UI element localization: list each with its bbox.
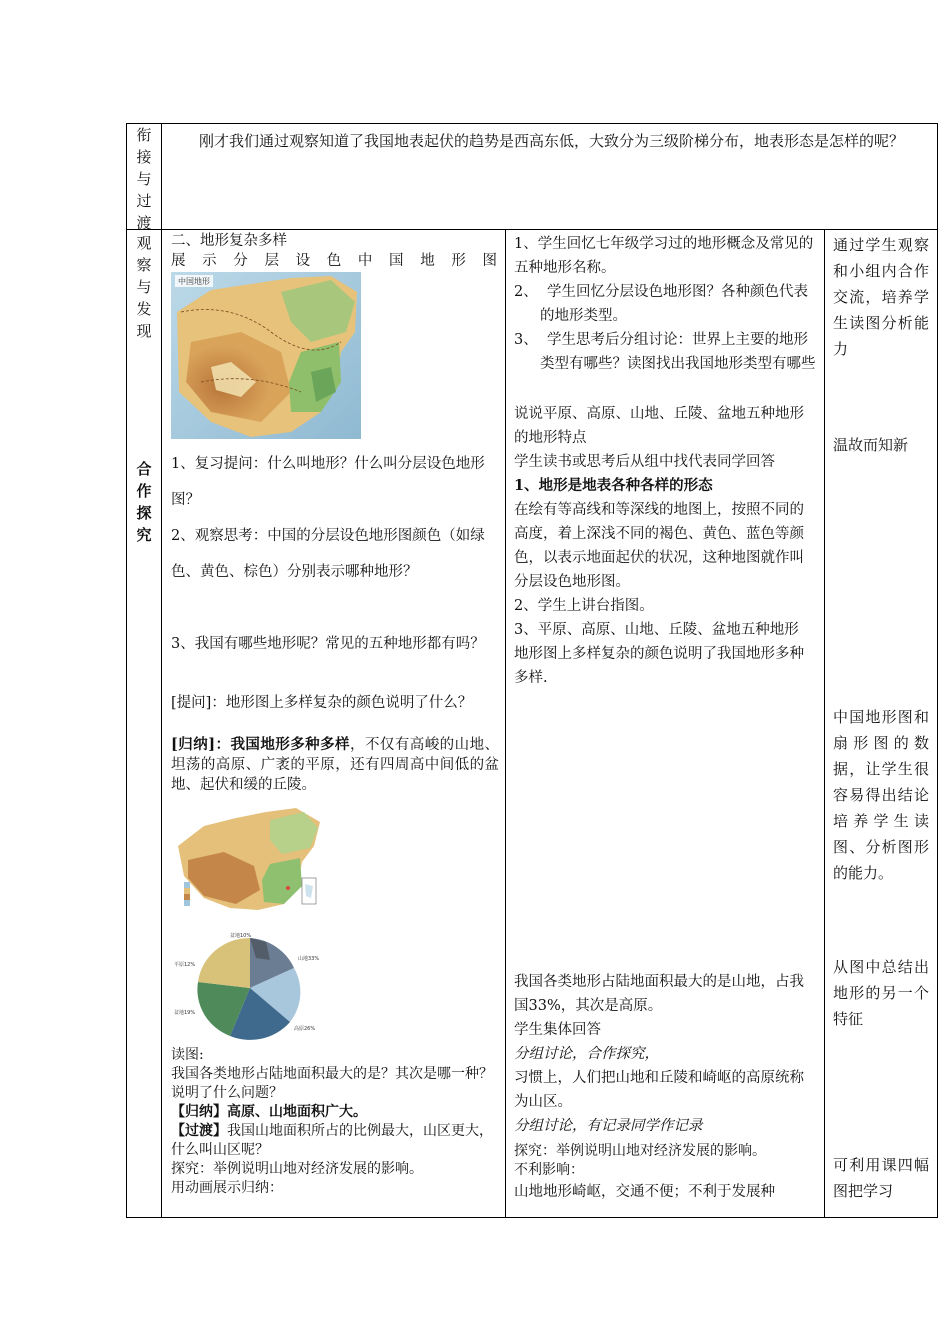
student-col-end: 探究：举例说明山地对经济发展的影响。 不利影响： 山地地形崎岖，交通不便；不利于发展种 — [514, 1143, 775, 1200]
row1-text: 刚才我们通过观察知道了我国地表起伏的趋势是西高东低，大致分为三级阶梯分布，地表形态是怎样的呢？ — [199, 132, 905, 150]
svg-text:中国地形: 中国地形 — [178, 277, 210, 286]
row2-label-observe: 观 察 与 发 现 — [136, 234, 152, 340]
row1-label: 衔 接 与 过 渡 — [136, 126, 152, 232]
teacher-q1: 1、复习提问：什么叫地形？什么叫分层设色地形图？ — [171, 456, 485, 508]
teacher-show-map: 展示分层设色中国地形图 — [171, 253, 498, 269]
terrain-pie-chart — [170, 930, 330, 1040]
teacher-read: 读图: 我国各类地形占陆地面积最大的是？其次是哪一种？说明了什么问题？ 【归纳】高原、山地面积广大。 【过渡】我国山地面积所占的比例最大，山区更大，什么叫山区呢？ 探究：举例说明山地对经济发展的影响。 用动画展示归纳： — [171, 1047, 493, 1196]
teacher-summary: [归纳]：我国地形多种多样，不仅有高峻的山地、坦荡的高原、广袤的平原，还有四周高中间低的盆地、起伏和缓的丘陵。 — [171, 736, 500, 793]
student-col-bottom: 我国各类地形占陆地面积最大的是山地，占我国33%，其次是高原。 学生集体回答 分组讨论，合作探究， 习惯上，人们把山地和丘陵和崎岖的高原统称为山区。 分组讨论，有记录同学作记录 — [514, 974, 804, 1134]
svg-text:盆地10%: 盆地10% — [230, 933, 252, 939]
teacher-title: 二、地形复杂多样 — [171, 233, 287, 249]
purpose-5: 可利用课四幅图把学习 — [833, 1156, 929, 1200]
student-column-divider — [824, 229, 825, 1218]
china-terrain-map-1 — [171, 272, 361, 439]
svg-text:盆地19%: 盆地19% — [174, 1010, 196, 1016]
student-col-top: 1、学生回忆七年级学习过的地形概念及常见的五种地形名称。 2、 学生回忆分层设色地形图？各种颜色代表的地形类型。 3、 学生思考后分组讨论：世界上主要的地形类型有哪些？读图找出我国地形类型有哪些 — [514, 236, 816, 372]
purpose-3: 中国地形图和扇形图的数据，让学生很容易得出结论培养学生读图、分析图形的能力。 — [833, 708, 929, 882]
teacher-ask: [提问]：地形图上多样复杂的颜色说明了什么？ — [171, 695, 473, 711]
svg-text:高原26%: 高原26% — [294, 1026, 316, 1032]
teacher-column-divider — [505, 229, 506, 1218]
row2-label-cooperate: 合 作 探 究 — [136, 460, 152, 544]
china-terrain-map-2 — [174, 804, 326, 914]
teacher-q2: 2、观察思考：中国的分层设色地形图颜色（如绿色、黄色、棕色）分别表示哪种地形？ — [171, 528, 485, 580]
svg-text:山地33%: 山地33% — [298, 956, 320, 962]
student-col-mid: 说说平原、高原、山地、丘陵、盆地五种地形的地形特点 学生读书或思考后从组中找代表同学回答 1、地形是地表各种各样的形态 在绘有等高线和等深线的地图上，按照不同的高度，着上深浅不同的褐色、黄色、蓝色等颜色，以表示地面起伏的状况，这种地图就作叫分层设色地形图。 2、学生上讲台指图。 3、平原、高原、山地、丘陵、盆地五种地形 地形图上多样复杂的颜色说明了我国地形多种多样. — [514, 406, 804, 686]
svg-text:平原12%: 平原12% — [174, 962, 196, 968]
purpose-2: 温故而知新 — [833, 436, 909, 454]
purpose-1: 通过学生观察和小组内合作交流，培养学生读图分析能力 — [833, 236, 929, 358]
teacher-q3: 3、我国有哪些地形呢？常见的五种地形都有吗？ — [171, 636, 485, 652]
purpose-4: 从图中总结出地形的另一个特征 — [833, 958, 929, 1028]
